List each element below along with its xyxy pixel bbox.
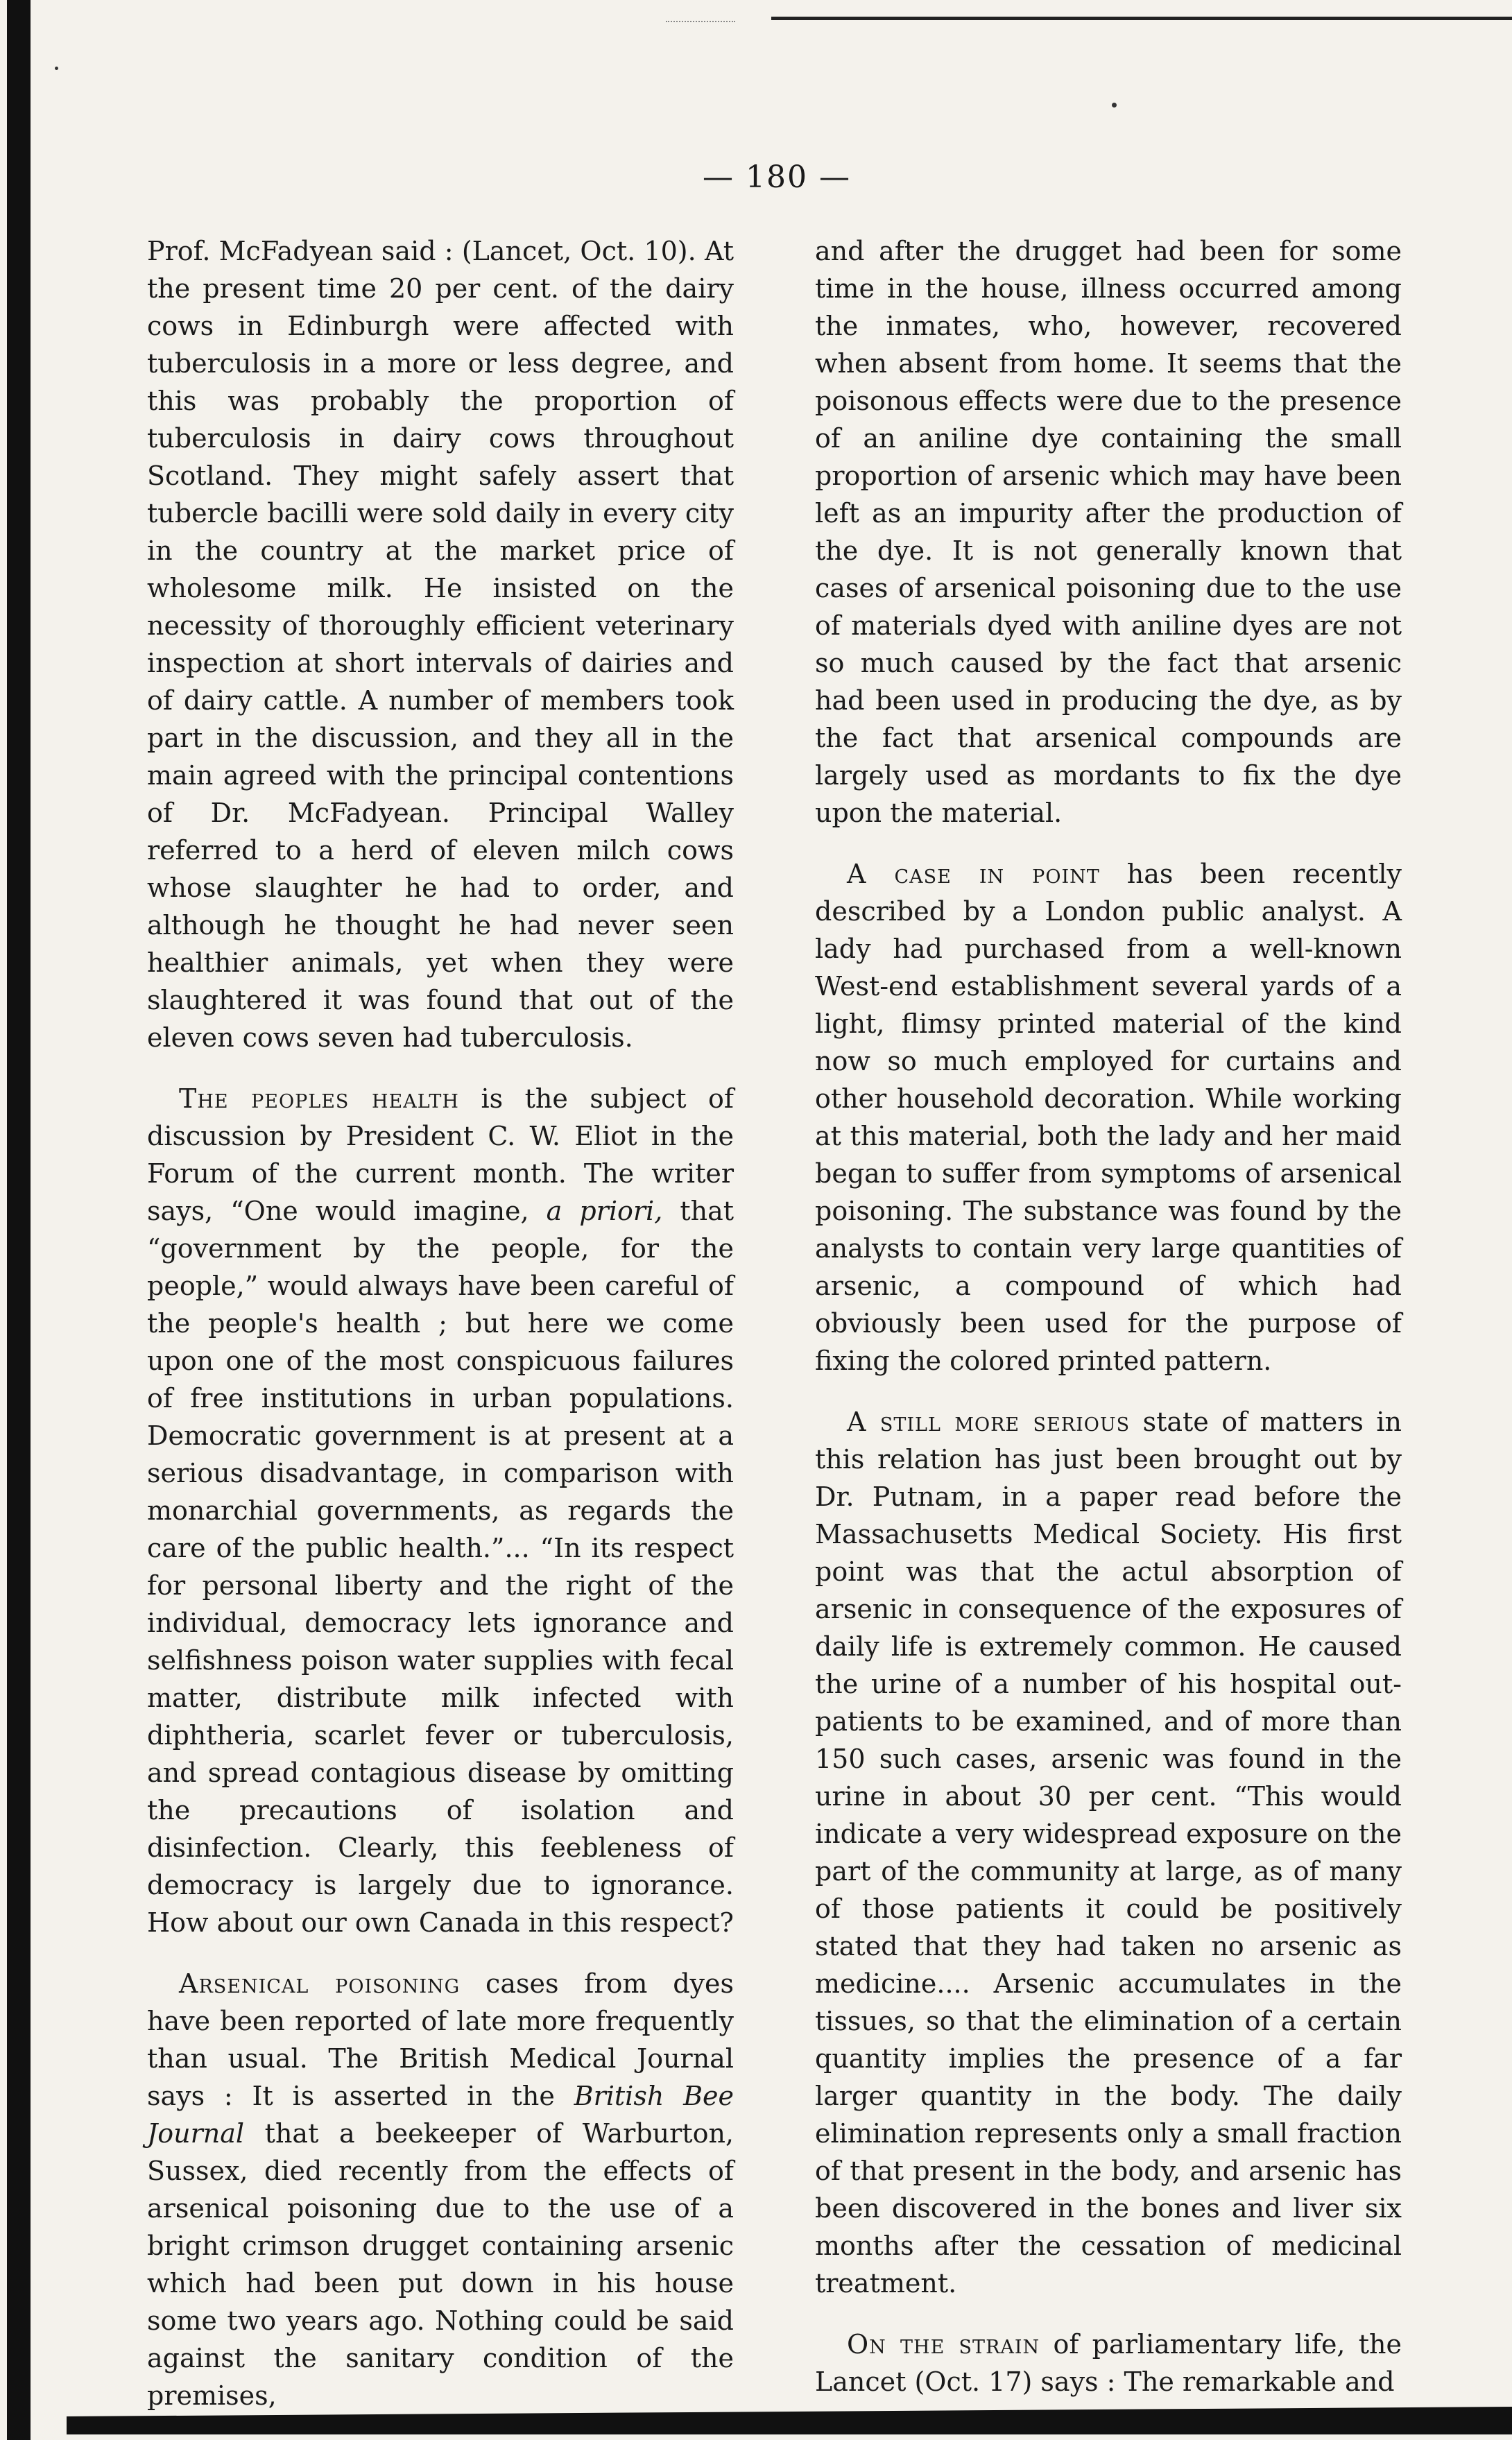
italic-title: British Bee Journal xyxy=(147,2081,734,2149)
paragraph-lead: On the strain xyxy=(847,2329,1040,2360)
top-rule xyxy=(771,17,1512,20)
paragraph-text: has been recently described by a London public analyst. A lady had purchased from a well-known West-end establishment several yards of a light, flimsy printed material of the kind now so much employed for curtains and other household decoration. While working at this material, both the lady and her maid began to suffer from symptoms of arsenical poisoning. The substance was found by the analysts to contain very large quantities of arsenic, a compound of which had obviously been used for the purpose of fixing the colored printed pattern. xyxy=(815,859,1402,1376)
italic-phrase: a priori, xyxy=(546,1196,663,1226)
paragraph-text: that a beekeeper of Warburton, Sussex, died recently from the effects of arsenical poisoning due to the use of a bright crimson drugget containing arsenic which had been put down in his house some two years ago. Nothing could be said against the sanitary condition of the premises, xyxy=(147,2118,734,2411)
paragraph-mcfadyean: Prof. McFadyean said : (Lancet, Oct. 10). At the present time 20 per cent. of the dairy cows in Edinburgh were affected with tuberculosis in a more or less degree, and this was probably the proportion of tuberculosis in dairy cows throughout Scotland. They might safely assert that tubercle bacilli were sold daily in every city in the country at the market price of wholesome milk. He insisted on the necessity of thoroughly efficient veterinary inspection at short intervals of dairies and of dairy cattle. A number of members took part in the discussion, and they all in the main agreed with the principal contentions of Dr. McFadyean. Principal Walley referred to a herd of eleven milch cows whose slaughter he had to order, and although he thought he had never seen healthier animals, yet when they were slaughtered it was found that out of the eleven cows seven had tuberculosis. xyxy=(147,236,734,1053)
paragraph-case-in-point xyxy=(815,855,1402,1380)
paragraph-lead: The peoples health xyxy=(179,1083,459,1114)
right-column xyxy=(815,232,1402,2424)
paragraph-continued: and after the drugget had been for some time in the house, illness occurred among the inmates, who, however, recovered when absent from home. It seems that the poisonous effects were due to the presence of an aniline dye containing the small proportion of arsenic which may have been left as an impurity after the production of the dye. It is not generally known that cases of arsenical poisoning due to the use of materials dyed with aniline dyes are not so much caused by the fact that arsenic had been used in producing the dye, as by the fact that arsenical compounds are largely used as mordants to fix the dye upon the material. xyxy=(815,236,1402,828)
paragraph-still-more-serious xyxy=(815,1403,1402,2302)
ink-speck xyxy=(1112,103,1117,108)
paragraph-text: of parliamentary life, the Lancet (Oct. 17) says : The remarkable and xyxy=(815,2329,1402,2397)
paragraph-text: that “government by the people, for the people,” would always have been careful of the people's health ; but here we come upon one of the most conspicuous failures of free institutions in urban populations. Democratic government is at present at a serious disadvantage, in comparison with monarchial governments, as regards the care of the public health.”... “In its respect for personal liberty and the right of the individual, democracy lets ignorance and selfishness poison water supplies with fecal matter, distribute milk infected with diphtheria, scarlet fever or tuberculosis, and spread contagious disease by omitting the precautions of isolation and disinfection. Clearly, this feebleness of democracy is largely due to ignorance. How about our own Canada in this respect? xyxy=(147,1196,734,1938)
paragraph-text: is the subject of discussion by President C. W. Eliot in the Forum of the current month. The writer says, “One would imagine, xyxy=(147,1083,734,1226)
paragraph-lead: A still more serious xyxy=(847,1407,1131,1437)
top-rule-faint xyxy=(666,21,735,24)
paragraph-lead: A case in point xyxy=(847,859,1100,889)
scan-edge-left xyxy=(7,0,31,2440)
page-number: — 180 — xyxy=(703,160,851,195)
paragraph-arsenical-poisoning xyxy=(147,1965,734,2414)
paragraph-peoples-health xyxy=(147,1080,734,1941)
left-column xyxy=(147,232,734,2438)
paragraph-strain xyxy=(815,2326,1402,2400)
ink-speck xyxy=(55,67,58,70)
paragraph-text: state of matters in this relation has just been brought out by Dr. Putnam, in a paper read before the Massachusetts Medical Society. His first point was that the actul absorption of arsenic in consequence of the exposures of daily life is extremely common. He caused the urine of a number of his hospital out-patients to be examined, and of more than 150 such cases, arsenic was found in the urine in about 30 per cent. “This would indicate a very widespread exposure on the part of the community at large, as of many of those patients it could be positively stated that they had taken no arsenic as medicine.... Arsenic accumulates in the tissues, so that the elimination of a certain quantity implies the presence of a far larger quantity in the body. The daily elimination represents only a small fraction of that present in the body, and arsenic has been discovered in the bones and liver six months after the cessation of medicinal treatment. xyxy=(815,1407,1402,2299)
paragraph-lead: Arsenical poisoning xyxy=(179,1968,461,1999)
paragraph-text: cases from dyes have been reported of late more frequently than usual. The British Medical Journal says : It is asserted in the xyxy=(147,1968,734,2111)
